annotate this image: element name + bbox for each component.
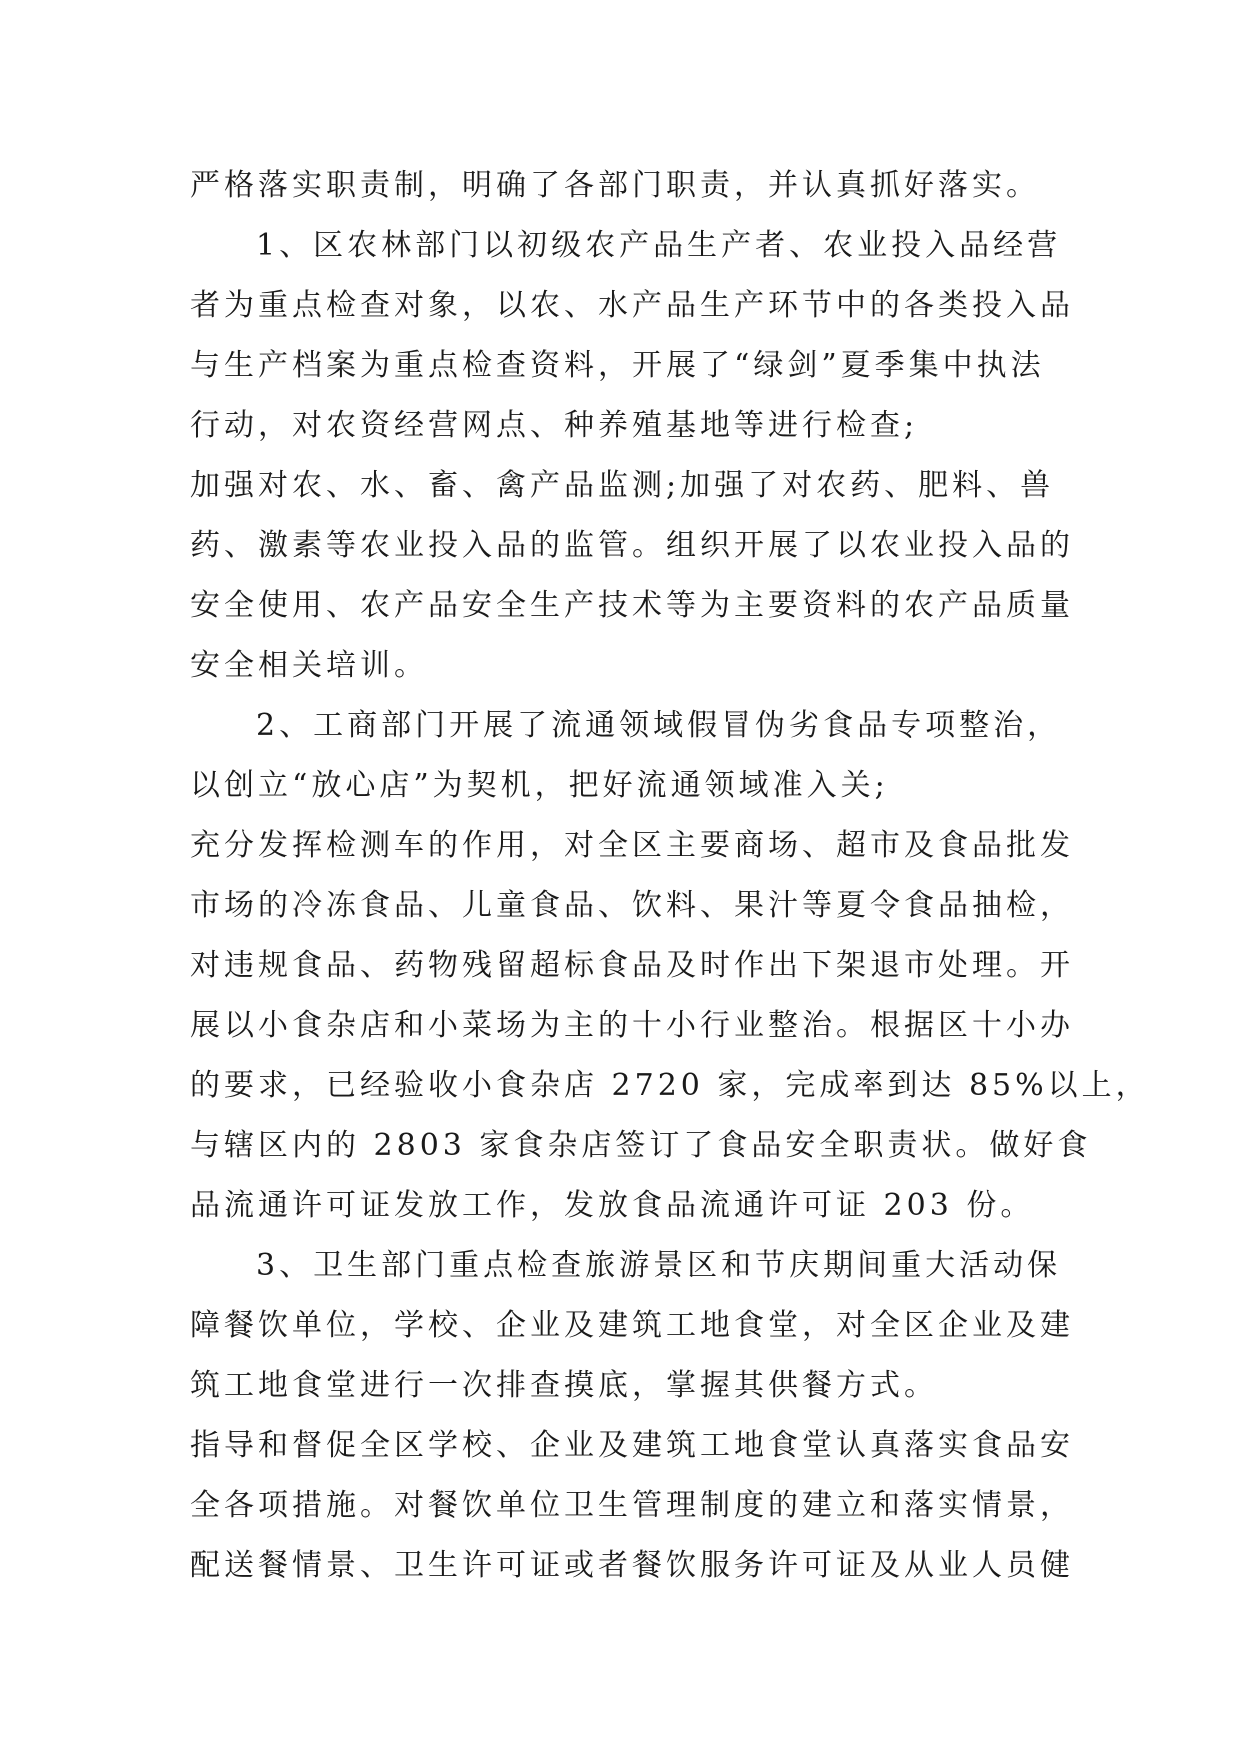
paragraph-start-line: 2、工商部门开展了流通领域假冒伪劣食品专项整治， xyxy=(256,708,1062,743)
text-line: 配送餐情景、卫生许可证或者餐饮服务许可证及从业人员健 xyxy=(190,1548,1074,1583)
text-line: 药、激素等农业投入品的监管。组织开展了以农业投入品的 xyxy=(190,528,1074,563)
text-line: 严格落实职责制，明确了各部门职责，并认真抓好落实。 xyxy=(190,168,1040,203)
text-line: 加强对农、水、畜、禽产品监测;加强了对农药、肥料、兽 xyxy=(190,468,1055,503)
text-line: 全各项措施。对餐饮单位卫生管理制度的建立和落实情景， xyxy=(190,1488,1074,1523)
text-line: 展以小食杂店和小菜场为主的十小行业整治。根据区十小办 xyxy=(190,1008,1074,1043)
paragraph-start-line: 3、卫生部门重点检查旅游景区和节庆期间重大活动保 xyxy=(256,1248,1062,1283)
text-line: 对违规食品、药物残留超标食品及时作出下架退市处理。开 xyxy=(190,948,1074,983)
text-line: 安全相关培训。 xyxy=(190,648,428,683)
text-line: 障餐饮单位，学校、企业及建筑工地食堂，对全区企业及建 xyxy=(190,1308,1074,1343)
text-line: 筑工地食堂进行一次排查摸底，掌握其供餐方式。 xyxy=(190,1368,938,1403)
text-line: 者为重点检查对象，以农、水产品生产环节中的各类投入品 xyxy=(190,288,1074,323)
text-line: 充分发挥检测车的作用，对全区主要商场、超市及食品批发 xyxy=(190,828,1074,863)
text-line: 市场的冷冻食品、儿童食品、饮料、果汁等夏令食品抽检， xyxy=(190,888,1074,923)
text-line: 的要求，已经验收小食杂店 2720 家，完成率到达 85%以上， xyxy=(190,1068,1150,1103)
text-line: 指导和督促全区学校、企业及建筑工地食堂认真落实食品安 xyxy=(190,1428,1074,1463)
text-line: 与辖区内的 2803 家食杂店签订了食品安全职责状。做好食 xyxy=(190,1128,1092,1163)
paragraph-start-line: 1、区农林部门以初级农产品生产者、农业投入品经营 xyxy=(256,228,1062,263)
text-line: 以创立“放心店”为契机，把好流通领域准入关; xyxy=(190,768,889,803)
text-line: 品流通许可证发放工作，发放食品流通许可证 203 份。 xyxy=(190,1188,1035,1223)
text-line: 安全使用、农产品安全生产技术等为主要资料的农产品质量 xyxy=(190,588,1074,623)
text-line: 行动，对农资经营网点、种养殖基地等进行检查; xyxy=(190,408,919,443)
document-body xyxy=(190,156,1150,1596)
text-line: 与生产档案为重点检查资料，开展了“绿剑”夏季集中执法 xyxy=(190,348,1045,383)
